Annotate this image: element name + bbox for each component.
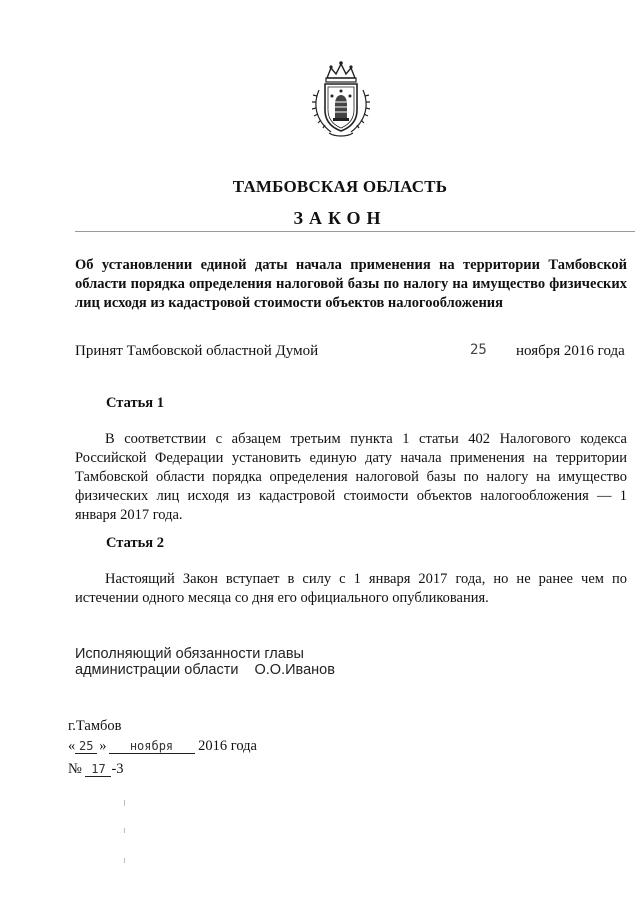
scan-artifact [124,800,125,806]
date-month: ноября [109,739,195,754]
article-1-text: В соответствии с абзацем третьим пункта 1 статьи 402 Налогового кодекса Российской Федерации установить единую дату начала применения на территории Тамбовской области порядка определения налоговой базы по налогу на имущество физических лиц исходя из кадастровой стоимости объектов налогообложения — 1 января 2017 года. [75,431,627,523]
place-of-signing: г.Тамбов [68,718,122,734]
document-type: ЗАКОН [293,208,387,228]
law-number [68,761,124,778]
signature-position-line2 [75,662,335,678]
date-quote-open: « [68,738,76,754]
region-name: ТАМБОВСКАЯ ОБЛАСТЬ [232,177,448,196]
date-day: 25 [75,739,97,754]
signature-position-text: администрации области [75,662,239,678]
coat-of-arms-icon [309,60,373,138]
date-year: 2016 года [198,738,257,754]
article-1-heading: Статья 1 [106,395,164,411]
scan-artifact [124,828,125,833]
scan-artifact [124,858,125,863]
signature-block [75,646,335,678]
header-divider [75,231,635,232]
adopted-by: Принят Тамбовской областной Думой [75,343,319,359]
signing-date [68,738,257,755]
signatory-name: О.О.Иванов [254,662,335,678]
article-2-heading: Статья 2 [106,535,164,551]
date-quote-close: » [99,738,107,754]
signature-position-line1: Исполняющий обязанности главы [75,646,304,662]
adopted-month-year: ноября 2016 года [516,343,625,359]
number-value: 17 [85,762,111,777]
number-sign: № [68,761,82,777]
number-suffix: -3 [111,761,124,777]
article-2-text: Настоящий Закон вступает в силу с 1 января 2017 года, но не ранее чем по истечении одного месяца со дня его официального опубликования. [75,571,627,606]
law-title: Об установлении единой даты начала применения на территории Тамбовской области порядка определения налоговой базы по налогу на имущество физических лиц исходя из кадастровой стоимости объектов налогообложения [75,257,627,311]
adopted-day: 25 [470,342,487,358]
